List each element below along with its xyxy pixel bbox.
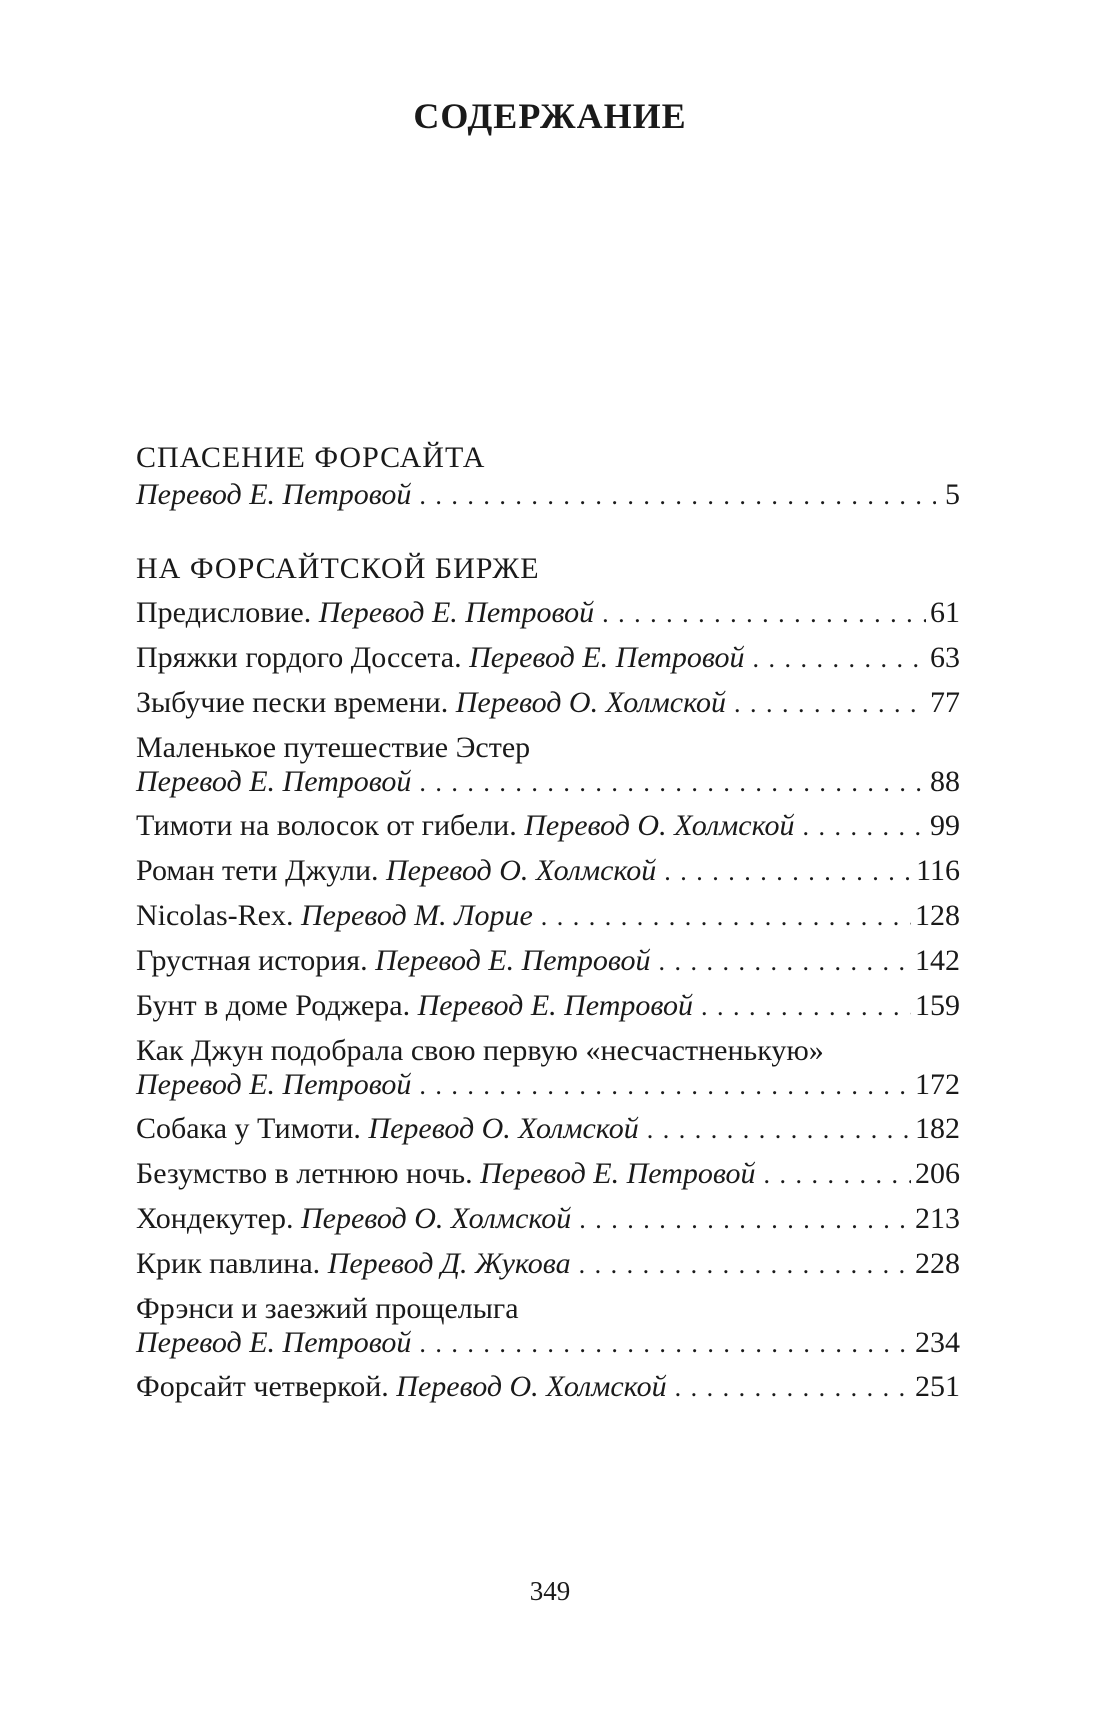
entry-title: Зыбучие пески времени. [136, 686, 449, 719]
dot-leader [701, 994, 911, 1020]
toc-entry [136, 1114, 960, 1144]
entry-title: Предисловие. [136, 596, 312, 629]
entry-title: Nicolas-Rex. [136, 899, 294, 932]
entry-page: 182 [915, 1112, 960, 1145]
toc-entry [136, 1159, 960, 1189]
toc-entry [136, 991, 960, 1021]
entry-page: 234 [915, 1326, 960, 1359]
entry-page: 61 [930, 596, 960, 629]
dot-leader [675, 1375, 911, 1401]
entry-translator: Перевод Е. Петровой [480, 1157, 756, 1190]
entry-page: 5 [945, 478, 960, 511]
entry-title: Пряжки гордого Доссета. [136, 641, 462, 674]
toc-entry [136, 480, 960, 510]
entry-page: 88 [930, 765, 960, 798]
entry-page: 63 [930, 641, 960, 674]
entry-translator: Перевод Е. Петровой [469, 641, 745, 674]
dot-leader [647, 1117, 911, 1143]
entry-title: Тимоти на волосок от гибели. [136, 809, 517, 842]
dot-leader [419, 1331, 911, 1357]
entry-translator: Перевод Е. Петровой [375, 944, 651, 977]
entry-page: 159 [915, 989, 960, 1022]
toc-entry [136, 1070, 960, 1100]
toc-entry [136, 1372, 960, 1402]
dot-leader [419, 770, 926, 796]
toc-entry [136, 901, 960, 931]
entry-translator: Перевод М. Лорие [300, 899, 533, 932]
entry-translator: Перевод Е. Петровой [136, 1326, 412, 1359]
entry-page: 213 [915, 1202, 960, 1235]
toc-entry [136, 856, 960, 886]
entry-translator: Перевод О. Холмской [455, 686, 726, 719]
dot-leader [764, 1162, 912, 1188]
entry-translator: Перевод О. Холмской [301, 1202, 572, 1235]
entry-title: Собака у Тимоти. [136, 1112, 361, 1145]
entry-page: 128 [915, 899, 960, 932]
dot-leader [753, 646, 926, 672]
entry-page: 77 [930, 686, 960, 719]
entry-title: Грустная история. [136, 944, 368, 977]
entry-translator: Перевод О. Холмской [386, 854, 657, 887]
toc-entry [136, 811, 960, 841]
dot-leader [602, 601, 926, 627]
toc-entry [136, 643, 960, 673]
dot-leader [664, 859, 912, 885]
entry-title: Безумство в летнюю ночь. [136, 1157, 473, 1190]
toc-entry [136, 946, 960, 976]
entry-translator: Перевод Е. Петровой [136, 765, 412, 798]
toc-entry [136, 1328, 960, 1358]
entry-page: 206 [915, 1157, 960, 1190]
entry-title: Маленькое путешествие Эстер [136, 731, 531, 764]
page-title: СОДЕРЖАНИЕ [413, 96, 687, 136]
entry-title: Бунт в доме Роджера. [136, 989, 411, 1022]
entry-title: Хондекутер. [136, 1202, 294, 1235]
entry-translator: Перевод О. Холмской [368, 1112, 639, 1145]
entry-title: Форсайт четверкой. [136, 1370, 389, 1403]
entry-page: 116 [916, 854, 960, 887]
dot-leader [579, 1207, 911, 1233]
entry-translator: Перевод Е. Петровой [417, 989, 694, 1022]
entry-translator: Перевод О. Холмской [396, 1370, 667, 1403]
entry-page: 99 [930, 809, 960, 842]
entry-page: 251 [915, 1370, 960, 1403]
dot-leader [734, 691, 926, 717]
entry-translator: Перевод О. Холмской [524, 809, 795, 842]
entry-title: Фрэнси и заезжий прощелыга [136, 1292, 519, 1325]
toc-entry [136, 688, 960, 718]
dot-leader [579, 1252, 911, 1278]
toc-entry [136, 1204, 960, 1234]
toc-entry [136, 767, 960, 797]
dot-leader [419, 1073, 911, 1099]
toc-entry [136, 598, 960, 628]
dot-leader [541, 904, 911, 930]
section-title: НА ФОРСАЙТСКОЙ БИРЖЕ [136, 552, 540, 585]
entry-title: Как Джун подобрала свою первую «несчастненькую» [136, 1034, 824, 1067]
entry-title: Крик павлина. [136, 1247, 321, 1280]
dot-leader [419, 483, 936, 509]
entry-translator: Перевод Д. Жукова [327, 1247, 571, 1280]
entry-translator: Перевод Е. Петровой [136, 478, 412, 511]
entry-page: 142 [915, 944, 960, 977]
entry-page: 172 [915, 1068, 960, 1101]
dot-leader [803, 814, 927, 840]
entry-page: 228 [915, 1247, 960, 1280]
entry-title: Роман тети Джули. [136, 854, 379, 887]
entry-translator: Перевод Е. Петровой [318, 596, 595, 629]
entry-translator: Перевод Е. Петровой [136, 1068, 412, 1101]
toc-entry [136, 1249, 960, 1279]
dot-leader [659, 949, 912, 975]
section-title: СПАСЕНИЕ ФОРСАЙТА [136, 441, 486, 474]
page-number: 349 [529, 1576, 571, 1606]
